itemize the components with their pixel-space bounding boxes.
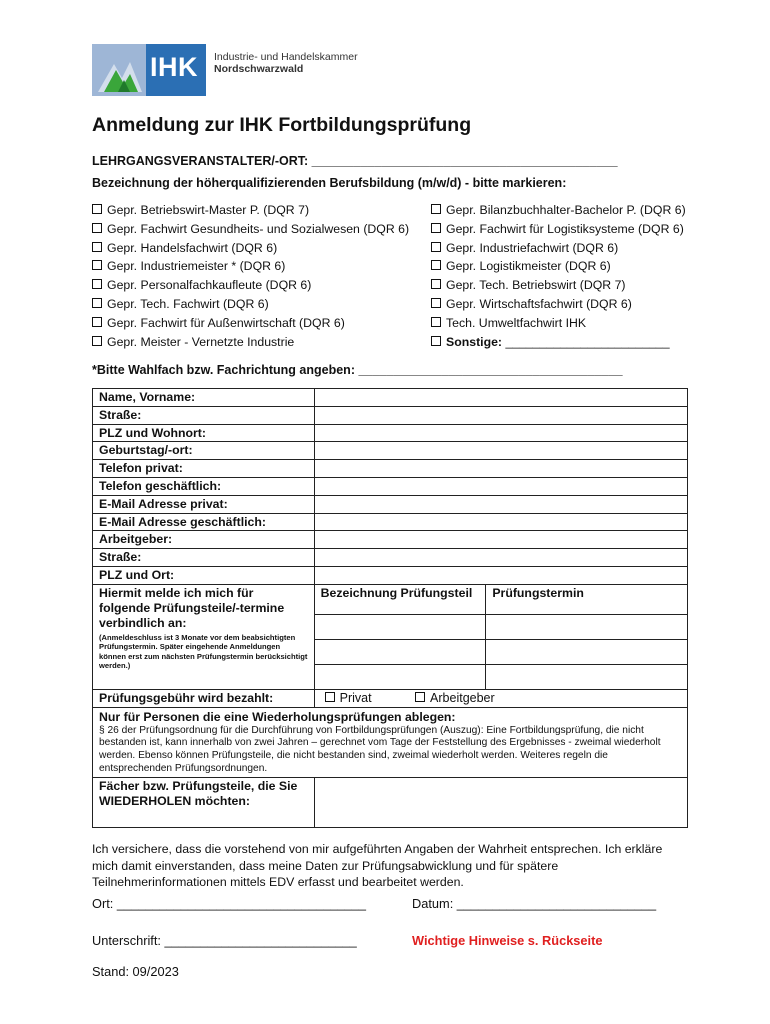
field-input[interactable] bbox=[314, 549, 687, 567]
option-item[interactable]: Gepr. Fachwirt Gesundheits- und Sozialwesen (DQR 6) bbox=[92, 220, 409, 239]
field-label: PLZ und Wohnort: bbox=[93, 424, 315, 442]
checkbox[interactable] bbox=[431, 317, 441, 327]
option-item[interactable]: Gepr. Tech. Betriebswirt (DQR 7) bbox=[431, 276, 686, 295]
options-left bbox=[92, 201, 409, 351]
checkbox[interactable] bbox=[431, 336, 441, 346]
field-label: Arbeitgeber: bbox=[93, 531, 315, 549]
field-input[interactable] bbox=[314, 531, 687, 549]
field-label: Straße: bbox=[93, 549, 315, 567]
checkbox[interactable] bbox=[325, 692, 335, 702]
field-label: Name, Vorname: bbox=[93, 389, 315, 407]
checkbox[interactable] bbox=[431, 242, 441, 252]
registration-table bbox=[92, 388, 688, 828]
logo-line-2: Nordschwarzwald bbox=[214, 63, 304, 75]
bezeichnung-heading: Bezeichnung der höherqualifizierenden Berufsbildung (m/w/d) - bitte markieren: bbox=[92, 176, 567, 190]
anmeldung-cell bbox=[93, 584, 315, 689]
field-input[interactable] bbox=[314, 442, 687, 460]
pruefungstermin-input[interactable] bbox=[486, 639, 688, 664]
options-right bbox=[431, 201, 686, 351]
checkbox[interactable] bbox=[92, 223, 102, 233]
field-input[interactable] bbox=[314, 495, 687, 513]
field-input[interactable] bbox=[314, 406, 687, 424]
checkbox[interactable] bbox=[431, 279, 441, 289]
option-item[interactable]: Gepr. Handelsfachwirt (DQR 6) bbox=[92, 239, 409, 258]
checkbox[interactable] bbox=[92, 279, 102, 289]
field-input[interactable] bbox=[314, 513, 687, 531]
option-item[interactable]: Gepr. Industriefachwirt (DQR 6) bbox=[431, 239, 686, 258]
field-label: PLZ und Ort: bbox=[93, 566, 315, 584]
stand-text: Stand: 09/2023 bbox=[92, 964, 179, 979]
checkbox[interactable] bbox=[431, 260, 441, 270]
checkbox[interactable] bbox=[92, 242, 102, 252]
option-item[interactable]: Gepr. Bilanzbuchhalter-Bachelor P. (DQR 6) bbox=[431, 201, 686, 220]
option-arbeitgeber[interactable]: Arbeitgeber bbox=[415, 691, 495, 705]
pruefungstermin-input[interactable] bbox=[486, 614, 688, 639]
pruefungsteil-input[interactable] bbox=[314, 664, 486, 689]
datum-field[interactable]: Datum: ____________________________ bbox=[412, 896, 657, 911]
option-item[interactable]: Gepr. Logistikmeister (DQR 6) bbox=[431, 257, 686, 276]
pruefungstermin-input[interactable] bbox=[486, 664, 688, 689]
field-label: Geburtstag/-ort: bbox=[93, 442, 315, 460]
option-item[interactable]: Gepr. Tech. Fachwirt (DQR 6) bbox=[92, 295, 409, 314]
option-privat[interactable]: Privat bbox=[325, 691, 372, 705]
col-header-pruefungsteil: Bezeichnung Prüfungsteil bbox=[314, 584, 486, 614]
logo-abbr: IHK bbox=[150, 52, 198, 82]
checkbox[interactable] bbox=[92, 336, 102, 346]
field-input[interactable] bbox=[314, 477, 687, 495]
veranstalter-field[interactable]: LEHRGANGSVERANSTALTER/-ORT: ____________________________________________ bbox=[92, 154, 618, 168]
wiederholung-heading: Nur für Personen die eine Wiederholungsprüfungen ablegen: bbox=[99, 709, 456, 724]
pruefungsteil-input[interactable] bbox=[314, 639, 486, 664]
faecher-label: Fächer bzw. Prüfungsteile, die Sie WIEDERHOLEN möchten: bbox=[93, 777, 315, 827]
ort-field[interactable]: Ort: ___________________________________ bbox=[92, 896, 366, 911]
unterschrift-field[interactable]: Unterschrift: ___________________________ bbox=[92, 933, 357, 948]
field-label: Telefon geschäftlich: bbox=[93, 477, 315, 495]
checkbox[interactable] bbox=[92, 317, 102, 327]
anmeldung-label: Hiermit melde ich mich für folgende Prüfungsteile/-termine verbindlich an: bbox=[99, 585, 285, 630]
option-item[interactable]: Gepr. Wirtschaftsfachwirt (DQR 6) bbox=[431, 295, 686, 314]
field-label: E-Mail Adresse geschäftlich: bbox=[93, 513, 315, 531]
logo-line-1: Industrie- und Handelskammer bbox=[214, 51, 358, 63]
option-item[interactable]: Gepr. Industriemeister * (DQR 6) bbox=[92, 257, 409, 276]
hinweis-text: Wichtige Hinweise s. Rückseite bbox=[412, 933, 603, 948]
logo-mark-icon bbox=[92, 44, 146, 96]
field-label: Straße: bbox=[93, 406, 315, 424]
checkbox[interactable] bbox=[92, 298, 102, 308]
field-input[interactable] bbox=[314, 566, 687, 584]
gebuehr-options bbox=[314, 689, 687, 707]
declaration-text: Ich versichere, dass die vorstehend von mir aufgeführten Angaben der Wahrheit entsprechen. Ich erkläre mich damit einverstanden, dass meine Daten zur Prüfungsabwicklung und für spätere Teilnehmerinformationen mittels EDV erfasst und bearbeitet werden. bbox=[92, 842, 663, 889]
checkbox[interactable] bbox=[431, 223, 441, 233]
wiederholung-text: § 26 der Prüfungsordnung für die Durchführung von Fortbildungsprüfungen (Auszug): Eine Fortbildungsprüfung, die nicht bestanden ist, kann innerhalb von zwei Jahren – gerechnet vom Tage der Feststellung des Ergebnisses - zweimal wiederholt werden. Ebenso können Prüfungsteile, die nicht bestanden sind, zweimal wiederholt werden. Weiteres regeln die entsprechenden Prüfungsordnungen. bbox=[99, 724, 661, 774]
faecher-input[interactable] bbox=[314, 777, 687, 827]
ihk-logo bbox=[92, 44, 206, 96]
pruefungsteil-input[interactable] bbox=[314, 614, 486, 639]
field-input[interactable] bbox=[314, 424, 687, 442]
field-label: Telefon privat: bbox=[93, 460, 315, 478]
option-item[interactable]: Tech. Umweltfachwirt IHK bbox=[431, 314, 686, 333]
checkbox[interactable] bbox=[92, 204, 102, 214]
field-input[interactable] bbox=[314, 460, 687, 478]
wahlfach-field[interactable]: *Bitte Wahlfach bzw. Fachrichtung angeben: ______________________________________ bbox=[92, 363, 623, 377]
option-item[interactable]: Gepr. Fachwirt für Logistiksysteme (DQR 6) bbox=[431, 220, 686, 239]
logo-chevron-icon bbox=[92, 44, 146, 96]
field-label: E-Mail Adresse privat: bbox=[93, 495, 315, 513]
field-input[interactable] bbox=[314, 389, 687, 407]
gebuehr-label: Prüfungsgebühr wird bezahlt: bbox=[93, 689, 315, 707]
option-item[interactable]: Gepr. Fachwirt für Außenwirtschaft (DQR 6) bbox=[92, 314, 409, 333]
checkbox[interactable] bbox=[415, 692, 425, 702]
col-header-pruefungstermin: Prüfungstermin bbox=[486, 584, 688, 614]
option-sonstige[interactable]: Sonstige: ________________________ bbox=[431, 333, 686, 352]
option-item[interactable]: Gepr. Betriebswirt-Master P. (DQR 7) bbox=[92, 201, 409, 220]
checkbox[interactable] bbox=[431, 298, 441, 308]
anmeldung-note: (Anmeldeschluss ist 3 Monate vor dem beabsichtigten Prüfungstermin. Später eingehende Anmeldungen können erst zum nächsten Prüfungstermin berücksichtigt werden.) bbox=[99, 632, 308, 671]
option-item[interactable]: Gepr. Personalfachkaufleute (DQR 6) bbox=[92, 276, 409, 295]
checkbox[interactable] bbox=[92, 260, 102, 270]
page-title: Anmeldung zur IHK Fortbildungsprüfung bbox=[92, 114, 472, 136]
wiederholung-cell bbox=[93, 707, 688, 777]
option-item[interactable]: Gepr. Meister - Vernetzte Industrie bbox=[92, 333, 409, 352]
checkbox[interactable] bbox=[431, 204, 441, 214]
